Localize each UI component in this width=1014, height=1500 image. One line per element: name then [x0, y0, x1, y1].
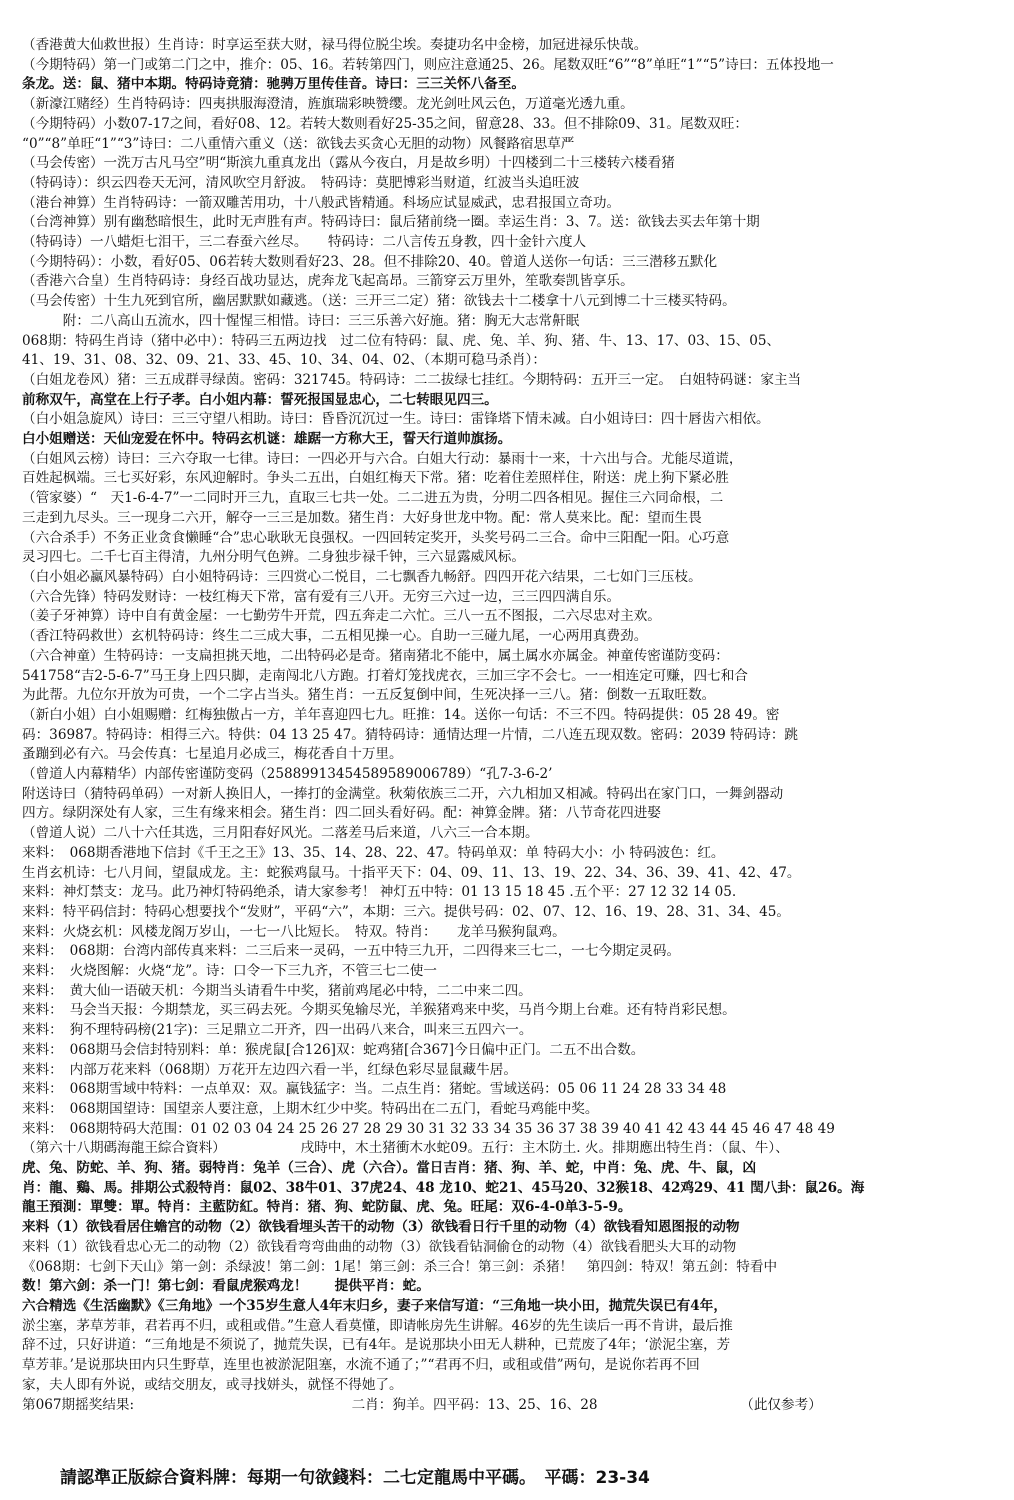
text-line: （六合先锋）特码发财诗：一枝红梅天下常，富有爱有三八开。无穷三六过一边，三三四四满自乐。: [22, 588, 621, 605]
text-line: 来料： 黄大仙一语破天机：今期当头请看牛中奖，猪前鸡尾必中特，二二中来二四。: [22, 982, 532, 999]
text-line: 来料：特平码信封：特码心想要找个“发财”，平码“六”，本期：三六。提供号码：02、07、12、16、19、28、31、34、45。: [22, 903, 791, 920]
document-body: [22, 36, 994, 1446]
text-line: 来料： 狗不理特码榜(21字)：三足鼎立二开齐，四一出码八来合，叫来三五四六一。: [22, 1022, 533, 1039]
text-line: 来料： 068期国望诗：国望亲人要注意，上期木红少中奖。特码出在二五门，看蛇马鸡能中奖。: [22, 1100, 599, 1117]
text-line: （曾道人内幕精华）内部传密谨防变码（25889913454589589006789）“孔7-3-6-2’: [22, 766, 553, 783]
text-line: （马会传密）一洗万古凡马空”明“斯滨九重真龙出（露从今夜白，月是故乡明）十四楼到二十三楼转六楼看猪: [22, 155, 675, 172]
text-line: 蚤蹦到必有六。马会传真：七星追月必成三，梅花香自十万里。: [22, 746, 403, 763]
text-line: 附送诗曰（猜特码单码）一对新人换旧人，一捧打的金满堂。秋菊依族三二开，六九相加又相减。特码出在家门口，一舞剑器动: [22, 785, 784, 802]
text-line: 百姓起枫端。三七买好彩，东风迎解时。争头二五出，白姐红梅天下常。猪：吃着住差照样住，附送：虎上狗下紧必胜: [22, 470, 729, 487]
text-line: 白小姐赠送：天仙宠爱在怀中。特码玄机谜：雄踞一方称大王，誓天行道帅旗扬。: [22, 431, 512, 448]
text-line: （新白小姐）白小姐赐赠：红梅独傲占一方，羊年喜迎四七九。旺推：14。送你一句话：不三不四。特码提供：05 28 49。密: [22, 706, 780, 723]
text-line: 前称双午，高堂在上行子孝。白小姐内幕：誓死报国显忠心，二七转眼见四三。: [22, 391, 498, 408]
text-line: （港台神算）生肖特码诗：一箭双雕苦用功，十八般武皆精通。科场应试显威武，忠君报国立奇功。: [22, 194, 621, 211]
text-line: 三走到九尽头。三一现身二六开，解夺一三三是加数。猪生肖：大好身世龙中物。配：常人莫来比。配：望而生畏: [22, 509, 702, 526]
text-line: （今期特码）小数07-17之间，看好08、12。若转大数则看好25-35之间，留意28、33。但不排除09、31。尾数双旺：: [22, 115, 748, 132]
text-line: 来料： 068期香港地下信封《千王之王》13、35、14、28、22、47。特码单双：单 特码大小：小 特码波色：红。: [22, 844, 725, 861]
text-line: （曾道人说）二八十六任其选，三月阳春好风光。二落差马后来道，八六三一合本期。: [22, 825, 539, 842]
text-line: 辞不过，只好讲道：“三角地是不须说了，抛荒失误，已有4年。是说那块小田无人耕种，已荒废了4年；‘淤泥尘塞，芳: [22, 1337, 731, 1354]
text-line: 541758“吉2-5-6-7”马王身上四只脚，走南闯北八方跑。打着灯笼找虎衣，三加三字不会七。一一相连定可赚，四七和合: [22, 667, 748, 684]
text-line: 为此帮。九位尔开放为可贵，一个二字占当头。猪生肖：一五反复倒中间，生死决择一三八。猪：倒数一五取旺数。: [22, 687, 716, 704]
text-line: （六合神童）生特码诗：一支扁担挑天地，二出特码必是奇。猪南猪北不能中，属土属水亦属金。神童传密谨防变码：: [22, 647, 729, 664]
text-line: （白姐风云榜）诗曰：三六夺取一七律。诗曰：一四必开与六合。白姐大行动：暴雨十一来，十六出与合。尤能尽道谎，: [22, 450, 743, 467]
text-line: 来料： 068期雪域中特料：一点单双：双。赢钱猛字：当。二点生肖：猪蛇。雪域送码：05 06 11 24 28 33 34 48: [22, 1081, 727, 1098]
text-line: 六合精选《生活幽默》《三角地》一个35岁生意人4年末归乡，妻子来信写道：“三角地一块小田，抛荒失误已有4年，: [22, 1298, 727, 1314]
text-line: 码：36987。特码诗：相得三六。特供：04 13 25 47。猜特码诗：通情达理一片情，二八连五现双数。密码：2039 特码诗：跳: [22, 726, 799, 743]
text-line: 草芳菲。’是说那块田内只生野草，连里也被淤泥阻塞，水流不通了；”“君再不归，或租或借”两句，是说你若再不回: [22, 1357, 700, 1374]
text-line: （今期特码）：小数，看好05、06若转大数则看好23、28。但不排除20、40。曾道人送你一句话：三三潜移五默化: [22, 253, 718, 270]
text-line: （香江特码救世）玄机特码诗：终生二三成大事，二五相见操一心。自助一三碰九尾，一心两用真费劲。: [22, 628, 648, 645]
text-line: （白姐龙卷风）猪：三五成群寻绿茵。密码：321745。特码诗：二二拔绿七挂红。今期特码：五开三一定。 白姐特码谜：家主当: [22, 371, 802, 388]
text-line: （管家婆）“ 天1-6-4-7”一二同时开三九，直取三七共一处。二二进五为贵，分明二四各相见。握住三六同命根，二: [22, 490, 724, 507]
text-line: （今期特码）第一门或第二门之中，推介：05、16。若转第四门，则应注意通25、26。尾数双旺“6”“8”单旺“1”“5”诗曰：五体投地一: [22, 56, 834, 73]
text-line: 来料： 068期马会信封特别料：单：猴虎鼠[合126]双：蛇鸡猪[合367]今日偏中正门。二五不出合数。: [22, 1041, 645, 1058]
text-line: 肖：龍、鷄、馬。排期公式殺特肖：鼠02、38牛01、37虎24、48 龙10、蛇21、45马20、32猴18、42鸡29、41 閏八卦：鼠26。海: [22, 1179, 865, 1196]
text-line: 灵习四七。二千七百主得清，九州分明气色辨。二身独步禄千钟，三六显露威风标。: [22, 549, 525, 566]
text-line: 来料（1）欲钱看居住蟾宫的动物（2）欲钱看埋头苦干的动物（3）欲钱看日行千里的动物（4）欲钱看知恩图报的动物: [22, 1219, 740, 1236]
text-line: （新濠江赌经）生肖特码诗：四夷拱服海澄清，旌旗瑞彩映赞缨。龙光剑吐风云色，万道毫光透九重。: [22, 96, 634, 113]
text-line: （六合杀手）不务正业贪食懒睡“合”忠心耿耿无良强权。一四回转定奖开，头奖号码二三合。命中三阳配一阳。心巧意: [22, 529, 730, 546]
text-line: 来料： 火烧图解：火烧“龙”。诗：口令一下三九齐，不管三七二使一: [22, 963, 437, 980]
text-line: “0”“8”单旺“1”“3”诗曰：二八重情六重义（送：欲钱去买贪心无胆的动物）风餐路宿思草严: [22, 135, 575, 152]
text-line: 来料： 068期：台湾内部传真来料：二三后来一灵码，一五中特三九开，二四得来三七二，一七今期定灵码。: [22, 943, 681, 960]
text-line: 条龙。送：鼠、猪中本期。特码诗竟猜：驰骋万里传佳音。诗曰：三三关怀八备至。: [22, 76, 525, 93]
text-line: 《068期：七剑下天山》第一剑：杀绿波！第二剑：1尾！第三剑：杀三合！第三剑：杀猪！ 第四剑：特双！第五剑：特看中: [22, 1258, 778, 1275]
text-line: （香港六合皇）生肖特码诗：身经百战功显达，虎奔龙飞起高昂。三箭穿云万里外，笙歌奏凯皆享乐。: [22, 273, 634, 290]
text-line: 来料： 马会当天报：今期禁龙，买三码去死。今期买兔输尽光，羊猴猪鸡来中奖，马肖今期上台难。还有特肖彩民想。: [22, 1002, 736, 1019]
text-line: 来料： 内部万花来料（068期）万花开左边四六看一半，红绿色彩尽显鼠藏牛居。: [22, 1061, 517, 1078]
text-line: 生肖玄机诗：七八月间，望鼠成龙。主：蛇猴鸡鼠马。十指平天下：04、09、11、13、19、22、34、36、39、41、42、47。: [22, 864, 801, 881]
text-line: 四方。绿阴深处有人家，三生有缘来相会。猪生肖：四二回头看好码。配：神算金牌。猪：八节奇花四进娶: [22, 805, 661, 822]
text-line: （特码诗）：织云四卷天无河，清风吹空月舒波。 特码诗：莫肥博彩当财道，红波当头追旺波: [22, 174, 580, 191]
text-line: 数！第六剑：杀一门！第七剑：看鼠虎猴鸡龙！ 提供平肖：蛇。: [22, 1278, 430, 1295]
text-line: 068期：特码生肖诗（猪中必中）：特码三五两边找 过二位有特码：鼠、虎、兔、羊、狗、猪、牛、13、17、03、15、05、: [22, 332, 781, 349]
text-line: （香港黄大仙救世报）生肖诗：时享运至获大财，禄马得位脱尘埃。奏捷功名中金榜，加冠进禄乐快哉。: [22, 37, 648, 53]
text-line: （姜子牙神算）诗中自有黄金屋：一七勤劳牛开荒，四五奔走二六忙。三八一五不图报，二六尽忠对主欢。: [22, 608, 661, 625]
text-line: 来料： 068期特码大范围：01 02 03 04 24 25 26 27 28 29 30 31 32 33 34 35 36 37 38 39 40 41 42 43 44 45 46 47 48 49: [22, 1120, 835, 1137]
text-line: 第067期摇奖结果: 二肖：狗羊。四平码：13、25、16、28 （此仅参考）: [22, 1396, 822, 1413]
text-line: 虎、兔、防蛇、羊、狗、猪。弱特肖：兔羊（三合）、虎（六合）。當日吉肖：猪、狗、羊、蛇，中肖：兔、虎、牛、鼠，凶: [22, 1160, 757, 1177]
text-line: 附：二八高山五流水，四十惺惺三相惜。诗曰：三三乐善六好施。猪：胸无大志常鼾眠: [22, 312, 580, 329]
text-line: （第六十八期碼海龍王綜合資料） 戌時中，木土猪衝木水蛇09。五行：主木防土. 火。排期應出特生肖：（鼠、牛）、: [22, 1140, 789, 1157]
footer-banner: 請認準正版綜合資料牌：每期一句欲錢料：二七定龍馬中平碼。 平碼：23-34: [60, 1468, 650, 1488]
text-line: 龍王預測：單雙：單。特肖：主藍防紅。特肖：猪、狗、蛇防鼠、虎、兔。旺尾：双6-4-0单3-5-9。: [22, 1199, 632, 1216]
text-line: （白小姐必赢风暴特码）白小姐特码诗：三四赏心二悦目，二七飘香九畅舒。四四开花六结果，二七如门三压枝。: [22, 568, 702, 585]
text-line: （马会传密）十生九死到官所，幽居默默如藏逃。（送：三开三二定）猪：欲钱去十二楼拿十八元到博二十三楼买特码。: [22, 293, 736, 310]
text-line: 来料（1）欲钱看忠心无二的动物（2）欲钱看弯弯曲曲的动物（3）欲钱看钻洞偷仓的动物（4）欲钱看肥头大耳的动物: [22, 1238, 737, 1255]
text-line: 41、19、31、08、32、09、21、33、45、10、34、04、02、（本期可稳马杀肖）：: [22, 352, 546, 369]
text-line: 来料：神灯禁支：龙马。此乃神灯特码绝杀，请大家参考！ 神灯五中特：01 13 15 18 45 .五个平：27 12 32 14 05.: [22, 884, 737, 901]
text-line: （台湾神算）别有幽愁暗恨生，此时无声胜有声。特码诗曰：鼠后猪前绕一圈。幸运生肖：3、7。送：欲钱去买去年第十期: [22, 214, 760, 231]
text-line: 家，夫人即有外说，或结交朋友，或寻找姘头，就怪不得她了。: [22, 1376, 403, 1393]
text-line: 来料：火烧玄机：风楼龙阁万岁山，一七一八比短长。 特双。特肖： 龙羊马猴狗鼠鸡。: [22, 923, 566, 940]
text-line: （特码诗）一八蜡炬七泪干，三二春蚕六丝尽。 特码诗：二八言传五身教，四十金针六度人: [22, 234, 587, 251]
text-line: 淤尘塞，茅草芳菲，君若再不归，或租或借。”生意人看莫懂，即请帐房先生讲解。46岁的先生读后一再不肯讲，最后推: [22, 1317, 733, 1334]
text-line: （白小姐急旋风）诗曰：三三守望八相助。诗曰：昏昏沉沉过一生。诗曰：雷锋塔下情未减。白小姐诗曰：四十唇齿六相依。: [22, 411, 770, 428]
